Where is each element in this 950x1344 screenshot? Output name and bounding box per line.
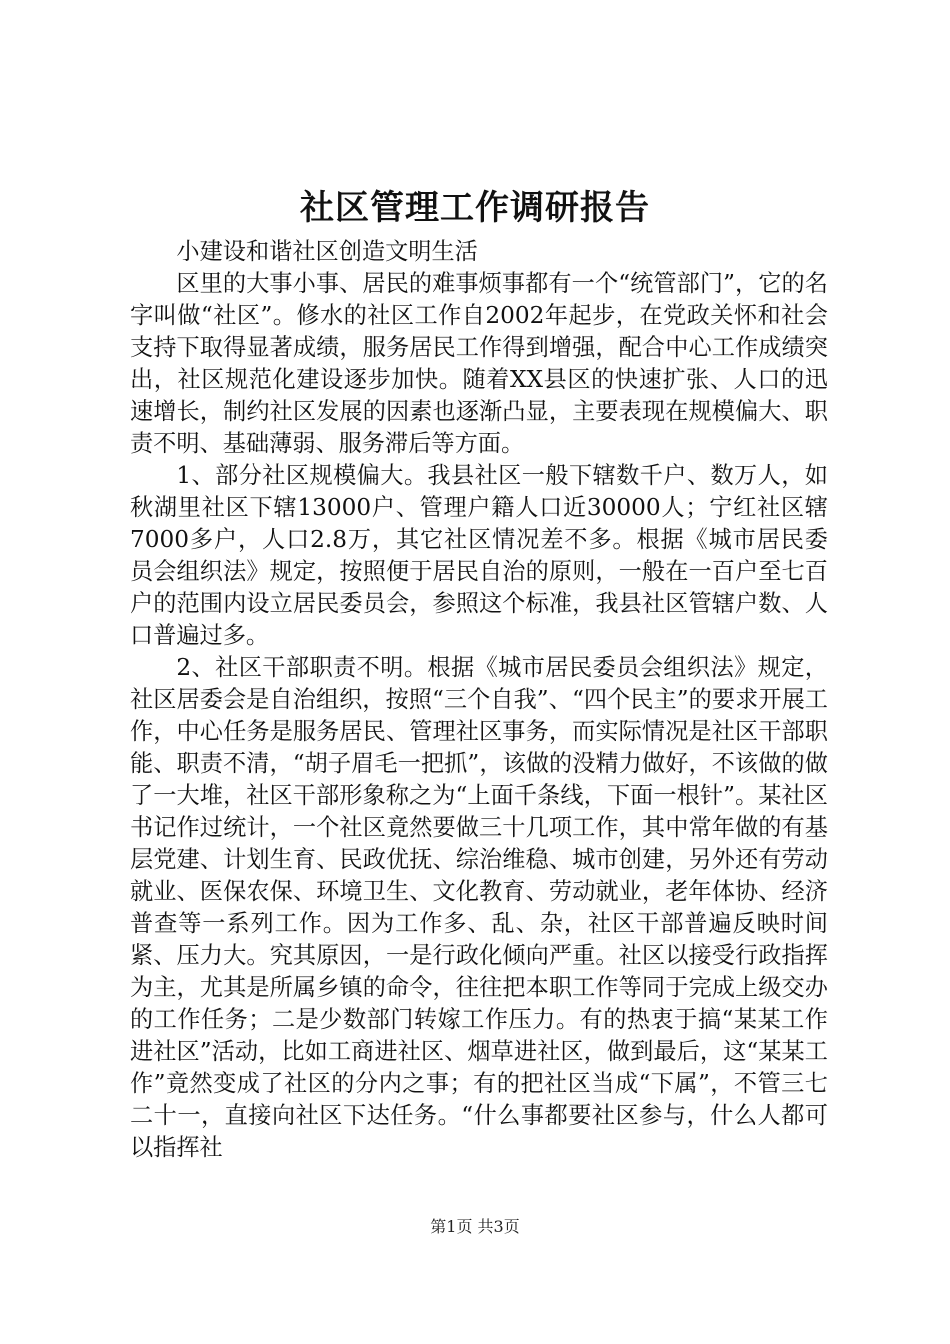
document-title: 社区管理工作调研报告 — [300, 188, 650, 228]
document-body — [130, 236, 828, 1164]
paragraph-intro: 区里的大事小事、居民的难事烦事都有一个“统管部门”，它的名字叫做“社区”。修水的社区工作自2002年起步，在党政关怀和社会支持下取得显著成绩，服务居民工作得到增强，配合中心工作成绩突出，社区规范化建设逐步加快。随着XX县区的快速扩张、人口的迅速增长，制约社区发展的因素也逐渐凸显，主要表现在规模偏大、职责不明、基础薄弱、服务滞后等方面。 — [130, 270, 828, 457]
page-footer: 第1页 共3页 — [430, 1217, 520, 1236]
paragraph-subtitle: 小建设和谐社区创造文明生活 — [176, 238, 478, 265]
paragraph-point-2: 2、社区干部职责不明。根据《城市居民委员会组织法》规定，社区居委会是自治组织，按照“三个自我”、“四个民主”的要求开展工作，中心任务是服务居民、管理社区事务，而实际情况是社区干部职能、职责不清，“胡子眉毛一把抓”，该做的没精力做好，不该做的做了一大堆，社区干部形象称之为“上面千条线，下面一根针”。某社区书记作过统计，一个社区竟然要做三十几项工作，其中常年做的有基层党建、计划生育、民政优抚、综治维稳、城市创建，另外还有劳动就业、医保农保、环境卫生、文化教育、劳动就业，老年体协、经济普查等一系列工作。因为工作多、乱、杂，社区干部普遍反映时间紧、压力大。究其原因，一是行政化倾向严重。社区以接受行政指挥为主，尤其是所属乡镇的命令，往往把本职工作等同于完成上级交办的工作任务；二是少数部门转嫁工作压力。有的热衷于搞“某某工作进社区”活动，比如工商进社区、烟草进社区，做到最后，这“某某工作”竟然变成了社区的分内之事；有的把社区当成“下属”，不管三七二十一，直接向社区下达任务。“什么事都要社区参与，什么人都可以指挥社 — [130, 654, 828, 1161]
paragraph-point-1: 1、部分社区规模偏大。我县社区一般下辖数千户、数万人，如秋湖里社区下辖13000户、管理户籍人口近30000人；宁红社区辖7000多户，人口2.8万，其它社区情况差不多。根据《城市居民委员会组织法》规定，按照便于居民自治的原则，一般在一百户至七百户的范围内设立居民委员会，参照这个标准，我县社区管辖户数、人口普遍过多。 — [130, 462, 828, 649]
